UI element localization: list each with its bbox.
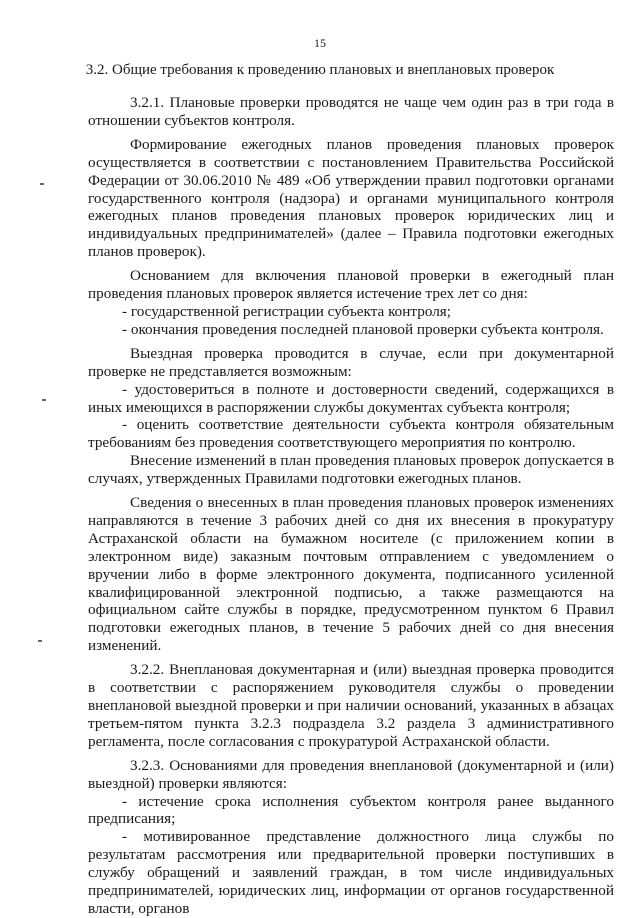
paragraph: Основанием для включения плановой проверки в ежегодный план проведения плановых проверок является истечение трех лет со дня:	[88, 267, 614, 303]
list-item: - удостовериться в полноте и достоверности сведений, содержащихся в иных имеющихся в распоряжении службы документах субъекта контроля;	[88, 380, 614, 416]
list-item: - истечение срока исполнения субъектом контроля ранее выданного предписания;	[88, 792, 614, 828]
list-item: - окончания проведения последней плановой проверки субъекта контроля.	[122, 320, 604, 338]
page-number: 15	[314, 36, 326, 50]
list-item: - мотивированное представление должностного лица службы по результатам рассмотрения или предварительной проверки поступивших в службу обращений и заявлений граждан, в том числе индивидуальных предпринимателей, юридических лиц, информации от органов государственной власти, органов	[88, 828, 614, 917]
document-body	[88, 94, 614, 918]
paragraph: 3.2.3. Основаниями для проведения внеплановой (документарной и (или) выездной) проверки являются:	[88, 756, 614, 792]
section-heading: 3.2. Общие требования к проведению плановых и внеплановых проверок	[85, 62, 555, 78]
scan-mark	[42, 399, 46, 401]
paragraph: Сведения о внесенных в план проведения плановых проверок изменениях направляются в течение 3 рабочих дней со дня их внесения в прокуратуру Астраханской области на бумажном носителе (с приложением копии в электронном виде) заказным почтовым отправлением с уведомлением о вручении либо в форме электронного документа, подписанного усиленной квалифицированной электронной подписью, а также размещаются на официальном сайте службы в порядке, предусмотренном пунктом 6 Правил подготовки ежегодных планов, в течение 5 рабочих дней со дня внесения изменений.	[88, 494, 614, 655]
scan-mark	[40, 183, 44, 185]
scan-mark	[38, 640, 42, 642]
list-item: - оценить соответствие деятельности субъекта контроля обязательным требованиям без проведения соответствующего мероприятия по контролю.	[88, 416, 614, 452]
paragraph: 3.2.1. Плановые проверки проводятся не чаще чем один раз в три года в отношении субъектов контроля.	[88, 94, 614, 129]
paragraph: 3.2.2. Внеплановая документарная и (или) выездная проверка проводится в соответствии с распоряжением руководителя службы о проведении внеплановой выездной проверки и при наличии оснований, указанных в абзацах третьем-пятом пункта 3.2.3 подраздела 3.2 раздела 3 административного регламента, после согласования с прокуратурой Астраханской области.	[88, 661, 614, 750]
paragraph: Формирование ежегодных планов проведения плановых проверок осуществляется в соответствии с постановлением Правительства Российской Федерации от 30.06.2010 № 489 «Об утверждении правил подготовки органами государственного контроля (надзора) и органами муниципального контроля ежегодных планов проведения плановых проверок юридических лиц и индивидуальных предпринимателей» (далее – Правила подготовки ежегодных планов проверок).	[88, 135, 614, 261]
list-item: - государственной регистрации субъекта контроля;	[122, 302, 451, 320]
paragraph: Внесение изменений в план проведения плановых проверок допускается в случаях, утвержденных Правилами подготовки ежегодных планов.	[88, 452, 614, 488]
paragraph: Выездная проверка проводится в случае, если при документарной проверке не представляется возможным:	[88, 344, 614, 380]
